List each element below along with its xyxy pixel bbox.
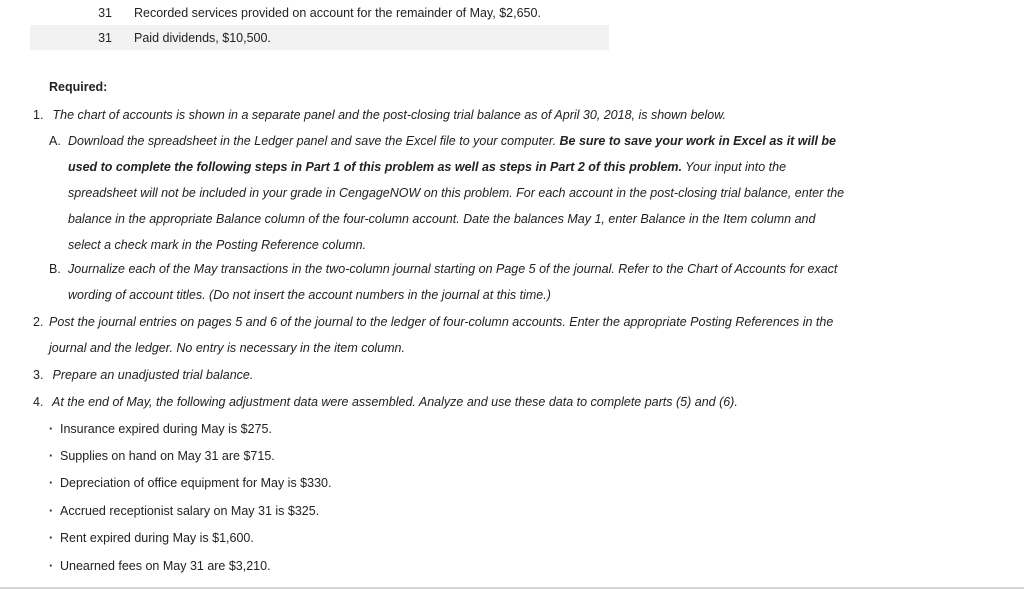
requirement-text: Prepare an unadjusted trial balance. [52, 368, 254, 382]
adjustment-item [49, 419, 272, 439]
bullet-icon: · [49, 559, 54, 573]
transaction-row [30, 0, 609, 25]
requirement-text: The chart of accounts is shown in a separate panel and the post-closing trial balance as of April 30, 2018, is shown below. [52, 108, 727, 122]
requirement-1a [49, 128, 849, 258]
requirement-number: 4. [33, 395, 44, 409]
transaction-row [30, 25, 609, 50]
adjustment-item [49, 473, 331, 493]
adjustment-text: Insurance expired during May is $275. [60, 422, 272, 436]
requirement-letter: A. [49, 134, 61, 148]
adjustment-item [49, 528, 254, 548]
adjustment-text: Depreciation of office equipment for May is $330. [60, 476, 332, 490]
transaction-description: Paid dividends, $10,500. [134, 30, 271, 45]
requirement-text: Download the spreadsheet in the Ledger panel and save the Excel file to your computer. [68, 134, 560, 148]
transaction-day: 31 [98, 5, 112, 20]
requirement-number: 2. [33, 315, 44, 329]
bullet-icon: · [49, 504, 54, 518]
bullet-icon: · [49, 449, 54, 463]
requirement-1 [33, 102, 993, 128]
requirement-text: Post the journal entries on pages 5 and 6 of the journal to the ledger of four-column accounts. Enter the appropriate Posting References in the journal and the ledger. No entry is necessary in the item column. [49, 315, 834, 355]
adjustment-text: Unearned fees on May 31 are $3,210. [60, 559, 271, 573]
adjustment-text: Rent expired during May is $1,600. [60, 531, 254, 545]
adjustment-text: Supplies on hand on May 31 are $715. [60, 449, 275, 463]
requirement-3 [33, 362, 833, 388]
requirement-2 [33, 309, 863, 361]
transaction-description: Recorded services provided on account for the remainder of May, $2,650. [134, 5, 541, 20]
requirement-1b [49, 256, 849, 308]
requirement-number: 1. [33, 108, 44, 122]
requirement-text: Journalize each of the May transactions in the two-column journal starting on Page 5 of the journal. Refer to the Chart of Accounts for exact wording of account titles. (Do not insert the account numbers in the journal at this time.) [68, 262, 838, 302]
transactions-table [30, 0, 609, 50]
requirement-emphasis: Be sure to save your work in Excel as it will be used to complete the following steps in Part 1 of this problem as well as steps in Part 2 of this problem. [68, 134, 837, 174]
requirement-text-continued: Your input into the spreadsheet will not be included in your grade in CengageNOW on this problem. For each account in the post-closing trial balance, enter the balance in the appropriate Balance column of the four-column account. Date the balances May 1, enter Balance in the Item column and select a check mark in the Posting Reference column. [68, 160, 845, 252]
requirement-number: 3. [33, 368, 44, 382]
adjustment-item [49, 556, 271, 576]
required-heading: Required: [49, 80, 108, 94]
bullet-icon: · [49, 531, 54, 545]
adjustment-item [49, 501, 319, 521]
adjustment-item [49, 446, 275, 466]
requirement-letter: B. [49, 262, 61, 276]
adjustment-text: Accrued receptionist salary on May 31 is $325. [60, 504, 320, 518]
transaction-day: 31 [98, 30, 112, 45]
bullet-icon: · [49, 476, 54, 490]
bullet-icon: · [49, 422, 54, 436]
requirement-text: At the end of May, the following adjustment data were assembled. Analyze and use these data to complete parts (5) and (6). [52, 395, 738, 409]
requirement-4 [33, 389, 993, 415]
